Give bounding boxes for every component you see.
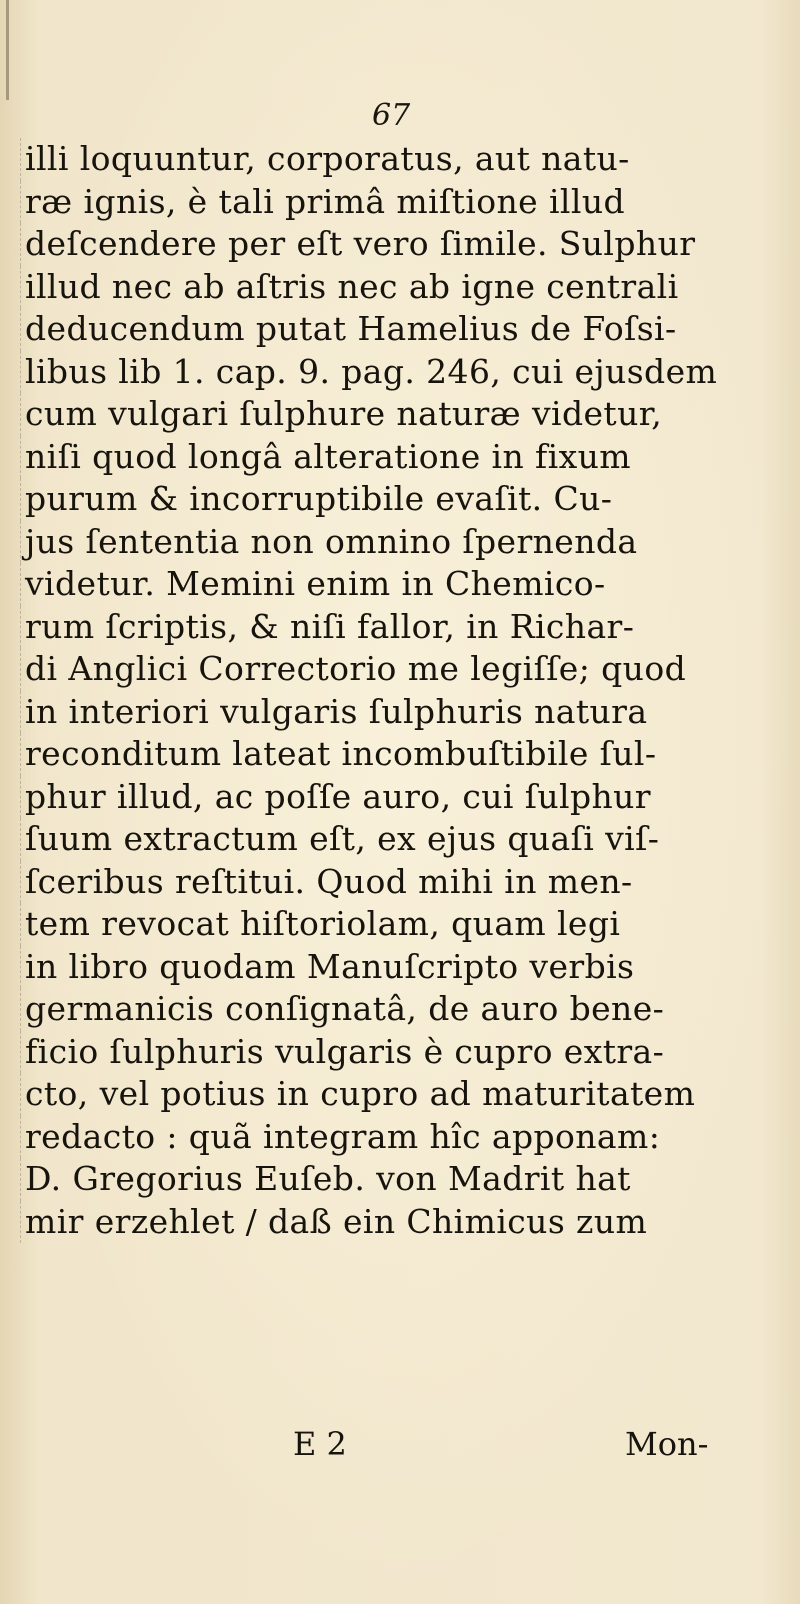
footer-line [0,1425,800,1469]
text-line: ficio ſulphuris vulgaris è cupro extra- [20,1031,780,1074]
text-line: redacto : quã integram hîc apponam: [20,1116,780,1159]
page-number: 67 [372,98,411,133]
text-line: deſcendere per eſt vero ſimile. Sulphur [20,223,780,266]
text-line: rum ſcriptis, & niſi fallor, in Richar- [20,606,780,649]
text-line: illud nec ab aſtris nec ab igne centrali [20,266,780,309]
text-line: germanicis conſignatâ, de auro bene- [20,988,780,1031]
text-line: illi loquuntur, corporatus, aut natu- [20,138,780,181]
signature-mark: E 2 [293,1425,347,1463]
text-line: di Anglici Correctorio me legiſſe; quod [20,648,780,691]
text-line: reconditum lateat incombuſtibile ſul- [20,733,780,776]
page-edge-shadow [6,0,9,100]
body-text [20,138,780,1243]
text-line: in interiori vulgaris ſulphuris natura [20,691,780,734]
text-line: ſceribus reſtitui. Quod mihi in men- [20,861,780,904]
text-line: ſuum extractum eſt, ex ejus quaſi viſ- [20,818,780,861]
text-line: videtur. Memini enim in Chemico- [20,563,780,606]
text-line: tem revocat hiſtoriolam, quam legi [20,903,780,946]
text-line: jus ſententia non omnino ſpernenda [20,521,780,564]
text-line: D. Gregorius Euſeb. von Madrit hat [20,1158,780,1201]
text-line: phur illud, ac poſſe auro, cui ſulphur [20,776,780,819]
text-line: deducendum putat Hamelius de Foſsi- [20,308,780,351]
text-line: mir erzehlet / daß ein Chimicus zum [20,1201,780,1244]
text-line: niſi quod longâ alteratione in fixum [20,436,780,479]
text-line: purum & incorruptibile evaſit. Cu- [20,478,780,521]
text-line: libus lib 1. cap. 9. pag. 246, cui ejusdem [20,351,780,394]
text-line: ræ ignis, è tali primâ miſtione illud [20,181,780,224]
text-line: cum vulgari ſulphure naturæ videtur, [20,393,780,436]
text-line: cto, vel potius in cupro ad maturitatem [20,1073,780,1116]
catchword: Mon- [625,1425,709,1463]
text-line: in libro quodam Manuſcripto verbis [20,946,780,989]
